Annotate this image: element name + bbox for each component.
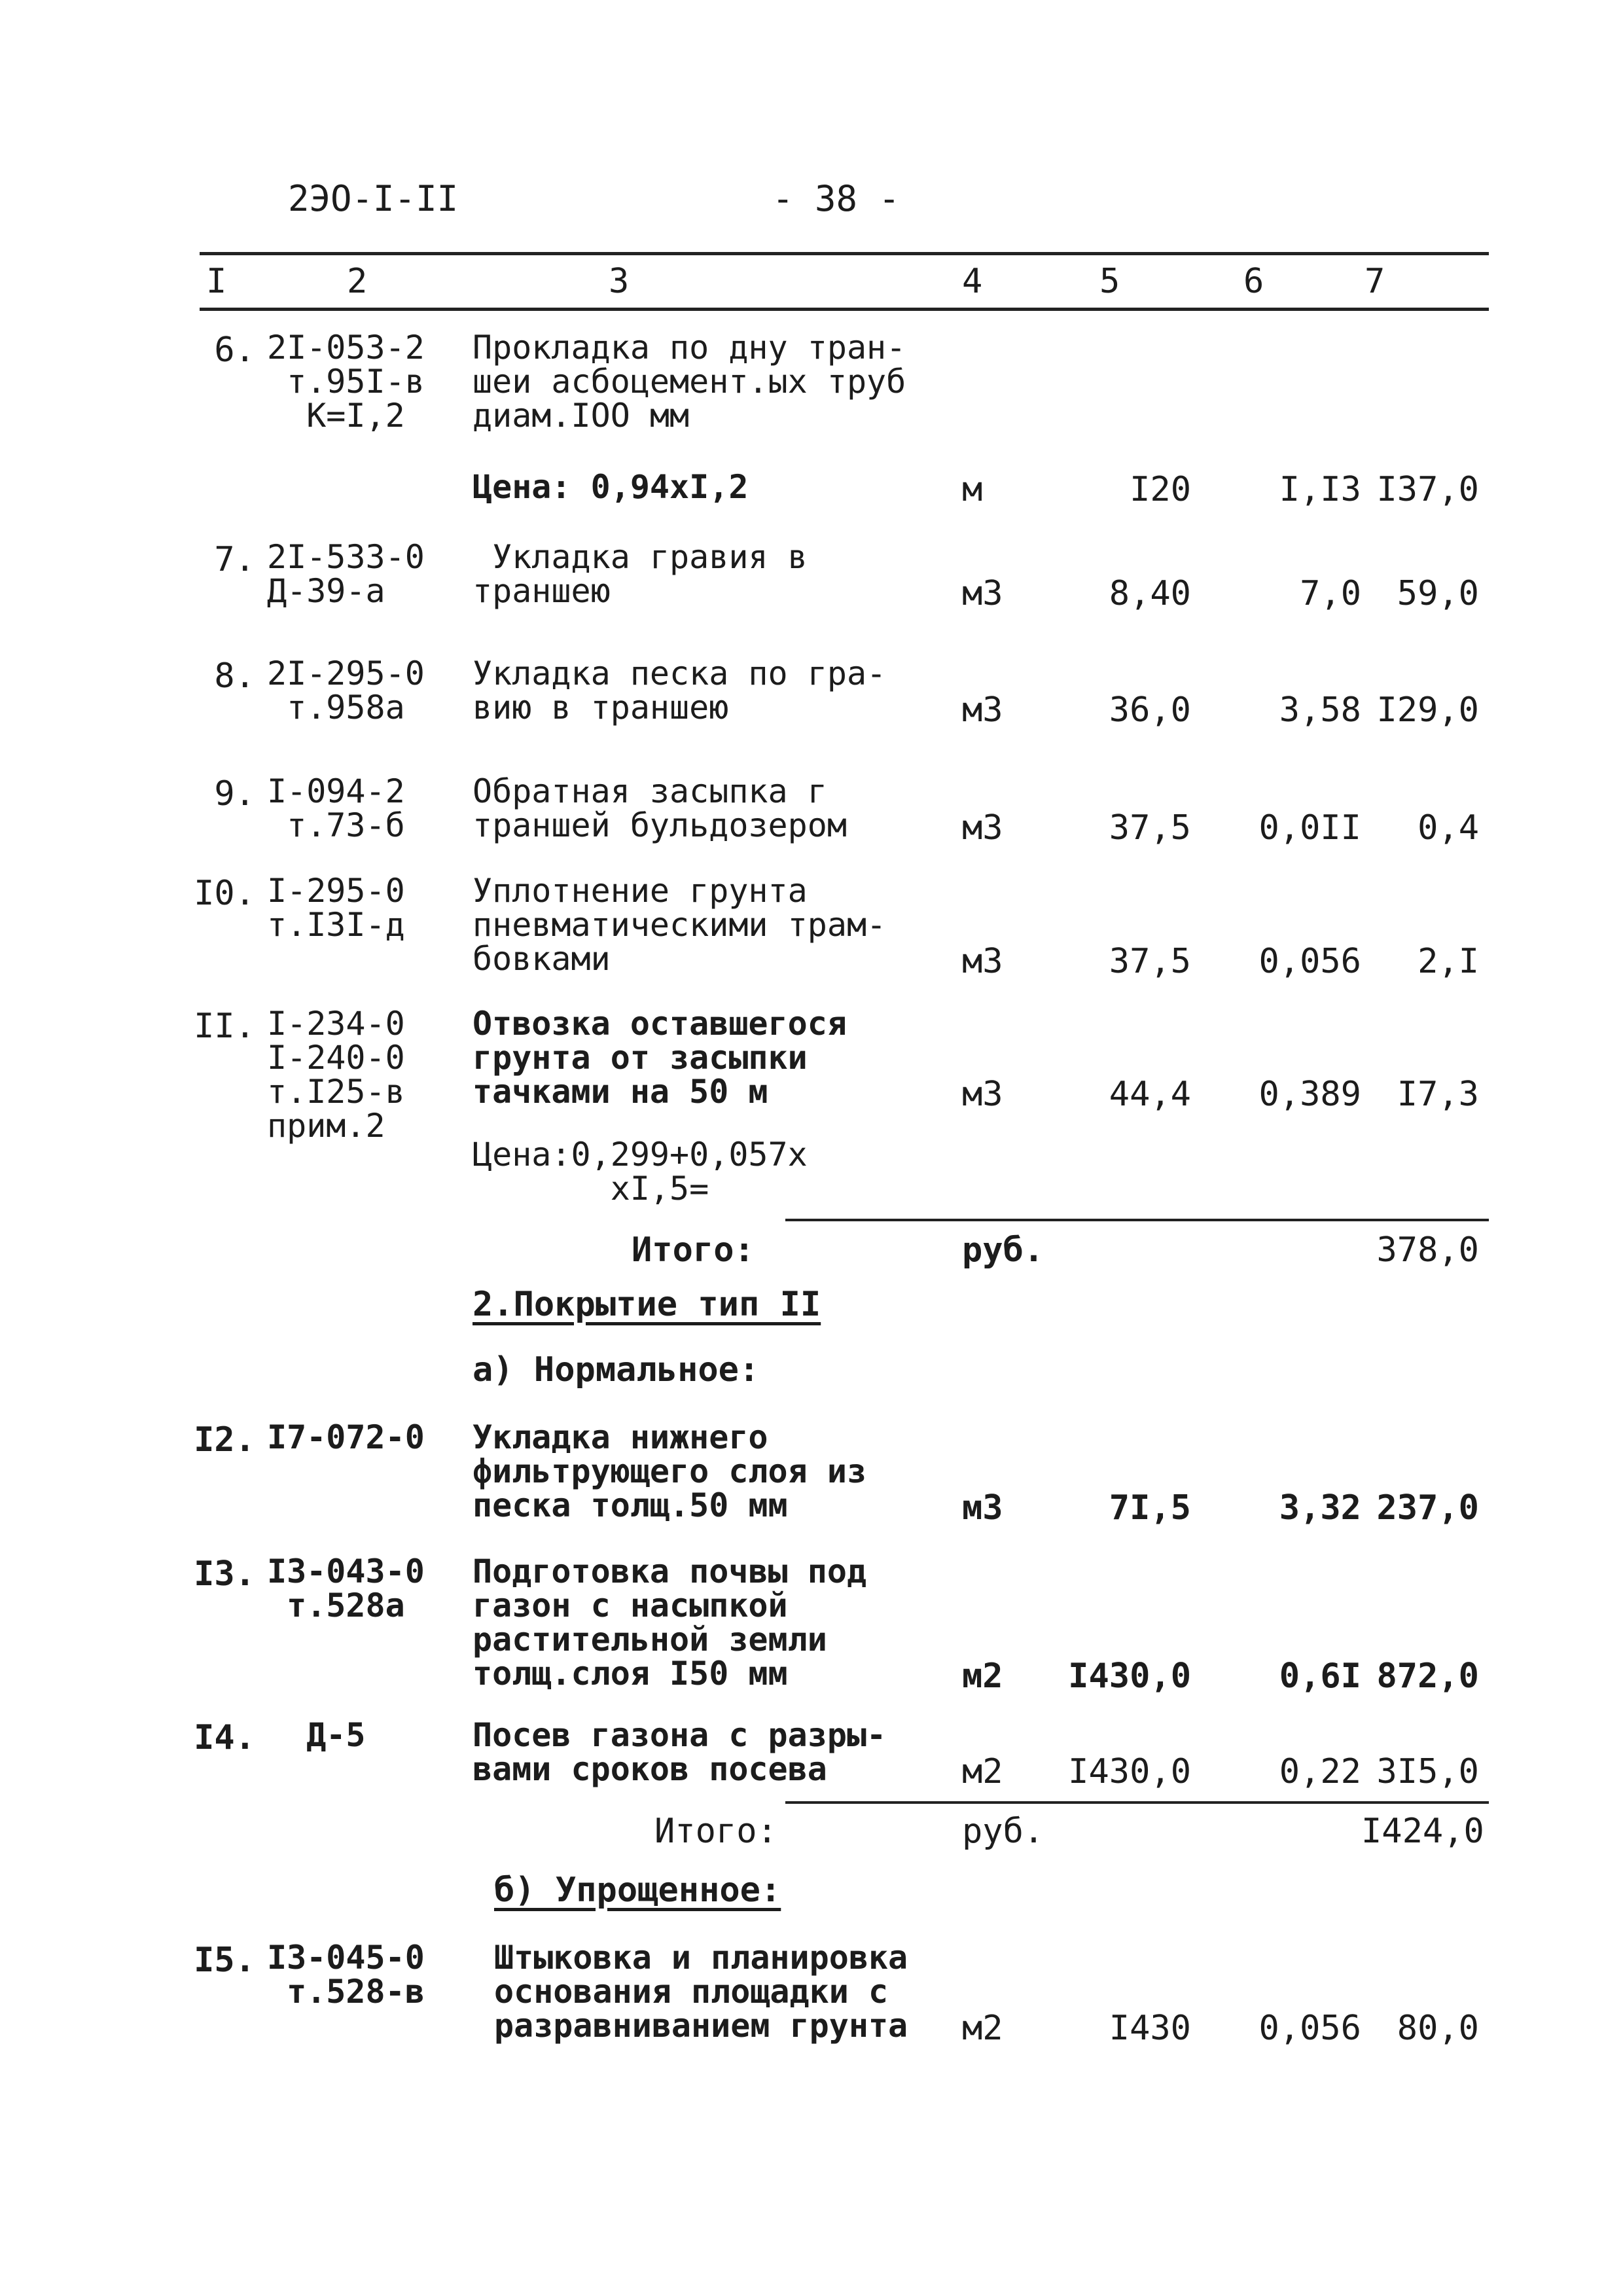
quantity: 8,40 [1109, 574, 1191, 613]
work-description: Укладка нижнего фильтрующего слоя из песка толщ.50 мм [473, 1418, 867, 1524]
unit: м [962, 470, 983, 509]
norm-code: I-295-0 т.I3I-д [267, 872, 405, 944]
norm-code: I3-045-0 т.528-в [267, 1939, 425, 2011]
unit-price: 3,58 [1279, 691, 1361, 730]
work-description: Обратная засыпка г траншей бульдозером [473, 772, 847, 844]
unit-price: 3,32 [1279, 1488, 1361, 1528]
document-code: 2ЭО-I-II [288, 178, 459, 219]
quantity: 7I,5 [1109, 1488, 1191, 1528]
item-number: I5. [194, 1941, 255, 1980]
unit: м2 [962, 1657, 1003, 1696]
quantity: I20 [1130, 470, 1191, 509]
unit: м3 [962, 691, 1003, 730]
unit: м3 [962, 942, 1003, 981]
subtotal-unit: руб. [962, 1812, 1044, 1851]
subtotal-unit: руб. [962, 1230, 1044, 1270]
norm-code: I-094-2 т.73-б [267, 772, 405, 844]
work-description: Отвозка оставшегося грунта от засыпки тачками на 50 м [473, 1005, 847, 1111]
section-heading: 2.Покрытие тип II [473, 1285, 821, 1324]
norm-code: I-234-0 I-240-0 т.I25-в прим.2 [267, 1005, 405, 1145]
work-description: Прокладка по дну тран- шеи асбоцемент.ых труб диам.IOO мм [473, 329, 906, 435]
subtotal-total: 378,0 [1376, 1230, 1479, 1270]
column-header-4: 4 [962, 262, 983, 301]
column-header-6: 6 [1243, 262, 1264, 301]
unit: м3 [962, 574, 1003, 613]
work-description: Укладка песка по гра- вию в траншею [473, 655, 887, 726]
total-cost: 3I5,0 [1376, 1752, 1479, 1791]
subtotal-label: Итого: [654, 1812, 777, 1851]
unit-price: 0,22 [1279, 1752, 1361, 1791]
unit: м3 [962, 808, 1003, 848]
column-header-5: 5 [1099, 262, 1120, 301]
unit-price: 0,6I [1279, 1657, 1361, 1696]
unit: м2 [962, 1752, 1003, 1791]
item-number: 9. [214, 774, 255, 814]
quantity: I430 [1109, 2009, 1191, 2048]
total-cost: 237,0 [1376, 1488, 1479, 1528]
unit-price: 7,0 [1300, 574, 1361, 613]
page-number: - 38 - [772, 178, 901, 219]
total-cost: I7,3 [1397, 1075, 1479, 1114]
norm-code: I7-072-0 [267, 1418, 425, 1456]
subtotal-rule [785, 1801, 1489, 1804]
quantity: I430,0 [1068, 1752, 1191, 1791]
quantity: 36,0 [1109, 691, 1191, 730]
work-description: Подготовка почвы под газон с насыпкой растительной земли толщ.слоя I50 мм [473, 1552, 867, 1693]
subsection-heading-text: б) Упрощенное: [494, 1871, 781, 1910]
item-number: 7. [214, 540, 255, 579]
total-cost: 0,4 [1418, 808, 1479, 848]
header-rule-top [200, 252, 1489, 255]
column-header-3: 3 [609, 262, 630, 301]
work-description: Штыковка и планировка основания площадки с разравниванием грунта [494, 1939, 908, 2045]
norm-code: 2I-053-2 т.95I-в К=I,2 [267, 329, 425, 435]
subtotal-total: I424,0 [1361, 1812, 1484, 1851]
quantity: 44,4 [1109, 1075, 1191, 1114]
item-number: I3. [194, 1554, 255, 1594]
header-rule-bottom [200, 308, 1489, 311]
unit: м3 [962, 1075, 1003, 1114]
norm-code: 2I-295-0 т.958а [267, 655, 425, 726]
unit: м3 [962, 1488, 1003, 1528]
quantity: 37,5 [1109, 808, 1191, 848]
total-cost: 2,I [1418, 942, 1479, 981]
item-number: I4. [194, 1718, 255, 1757]
item-number: I0. [194, 874, 255, 913]
unit-price: 0,0II [1258, 808, 1361, 848]
item-number: 6. [214, 331, 255, 370]
quantity: 37,5 [1109, 942, 1191, 981]
total-cost: 80,0 [1397, 2009, 1479, 2048]
total-cost: 872,0 [1376, 1657, 1479, 1696]
price-formula: Цена: 0,94xI,2 [473, 468, 749, 506]
unit-price: I,I3 [1279, 470, 1361, 509]
total-cost: 59,0 [1397, 574, 1479, 613]
price-formula: Цена:0,299+0,057x xI,5= [473, 1136, 808, 1208]
unit-price: 0,056 [1258, 942, 1361, 981]
work-description: Укладка гравия в траншею [473, 538, 808, 610]
work-description: Посев газона с разры- вами сроков посева [473, 1716, 887, 1788]
subtotal-label: Итого: [632, 1230, 755, 1270]
total-cost: I37,0 [1376, 470, 1479, 509]
subsection-heading: а) Нормальное: [473, 1350, 760, 1390]
norm-code: Д-5 [267, 1716, 366, 1754]
norm-code: I3-043-0 т.528а [267, 1552, 425, 1624]
item-number: 8. [214, 656, 255, 696]
unit-price: 0,389 [1258, 1075, 1361, 1114]
column-header-7: 7 [1364, 262, 1385, 301]
total-cost: I29,0 [1376, 691, 1479, 730]
unit: м2 [962, 2009, 1003, 2048]
subsection-heading [494, 1871, 781, 1910]
work-description: Уплотнение грунта пневматическими трам- бовками [473, 872, 887, 978]
item-number: I2. [194, 1420, 255, 1460]
column-header-2: 2 [347, 262, 368, 301]
norm-code: 2I-533-0 Д-39-а [267, 538, 425, 610]
quantity: I430,0 [1068, 1657, 1191, 1696]
column-header-1: I [206, 262, 227, 301]
subtotal-rule [785, 1219, 1489, 1221]
unit-price: 0,056 [1258, 2009, 1361, 2048]
item-number: II. [194, 1007, 255, 1046]
